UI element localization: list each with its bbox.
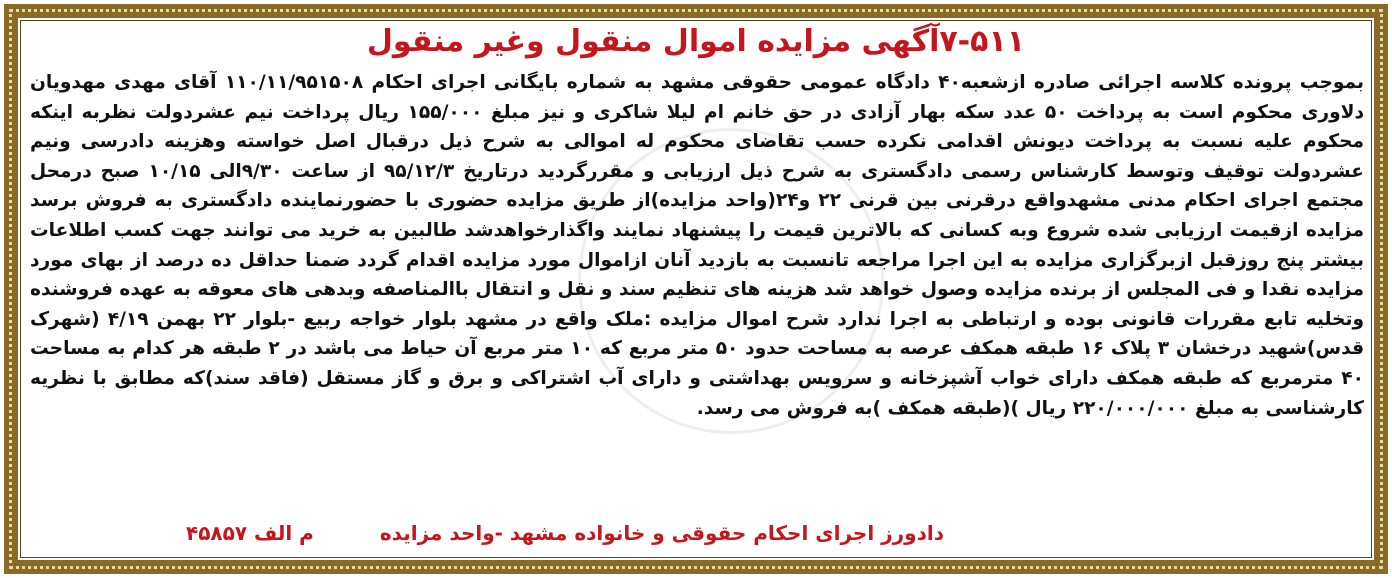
notice-footer: [18, 518, 1374, 548]
footer-agency: دادورز اجرای احکام حقوقی و خانواده مشهد -واحد مزایده: [379, 521, 944, 545]
notice-frame: [4, 4, 1388, 574]
notice-body: بموجب پرونده کلاسه اجرائی صادره ازشعبه۴۰ دادگاه عمومی حقوقی مشهد به شماره بایگانی اجرای احکام ۱۱۰/۱۱/۹۵۱۵۰۸ آقای مهدی مهدویان دلاوری محکوم است به پرداخت ۵۰ عدد سکه بهار آزادی در حق خانم ام لیلا شاکری و نیز مبلغ ۱۵۵/۰۰۰ ریال پرداخت نیم عشردولت نظربه اینکه محکوم علیه نسبت به پرداخت دیونش اقدامی نکرده حسب تقاضای محکوم له اموالی به شرح ذیل درقبال اصل خواسته وهزینه دادرسی ونیم عشردولت توقیف وتوسط کارشناس رسمی دادگستری به شرح ذیل ارزیابی و مقررگردید درتاریخ ۹۵/۱۲/۳ از ساعت ۹/۳۰الی ۱۰/۱۵ صبح درمحل مجتمع اجرای احکام مدنی مشهدواقع درقرنی بین قرنی ۲۲ و۲۴(واحد مزایده)از طریق مزایده حضوری با حضورنماینده دادگستری به فروش برسد مزایده ازقیمت ارزیابی شده شروع وبه کسانی که بالاترین قیمت را پیشنهاد نمایند واگذارخواهدشد طالبین به خرید می توانند جهت کسب اطلاعات بیشتر پنج روزقبل ازبرگزاری مزایده به این اجرا مراجعه تانسبت به بازدید آنان ازاموال مورد مزایده اقدام گردد ضمنا حداقل ده درصد از بهای مورد مزایده نقدا و فی المجلس از برنده مزایده وصول خواهد شد هزینه های تنظیم سند و نقل و انتقال باالمناصفه وبدهی های معوقه به عهده فروشنده وتخلیه تابع مقررات قانونی بوده و ارتباطی به اجرا ندارد شرح اموال مزایده :ملک واقع در مشهد بلوار خواجه ربیع -بلوار ۲۲ بهمن ۴/۱۹ (شهرک قدس)شهید درخشان ۳ پلاک ۱۶ طبقه همکف عرصه به مساحت حدود ۵۰ متر مربع که ۱۰ متر مربع آن حیاط می باشد در ۲ طبقه هر کدام به مساحت ۴۰ مترمربع که طبقه همکف دارای خواب آشپزخانه و سرویس بهداشتی و دارای آب اشتراکی و برق و گاز مستقل (فاقد سند)که مطابق با نظریه کارشناسی به مبلغ ۲۲۰/۰۰۰/۰۰۰ ریال )(طبقه همکف )به فروش می رسد.: [30, 72, 1365, 419]
notice-title: ۷-۵۱۱آگهی مزایده اموال منقول وغیر منقول: [366, 24, 1026, 59]
footer-code: م الف ۴۵۸۵۷: [186, 521, 314, 545]
